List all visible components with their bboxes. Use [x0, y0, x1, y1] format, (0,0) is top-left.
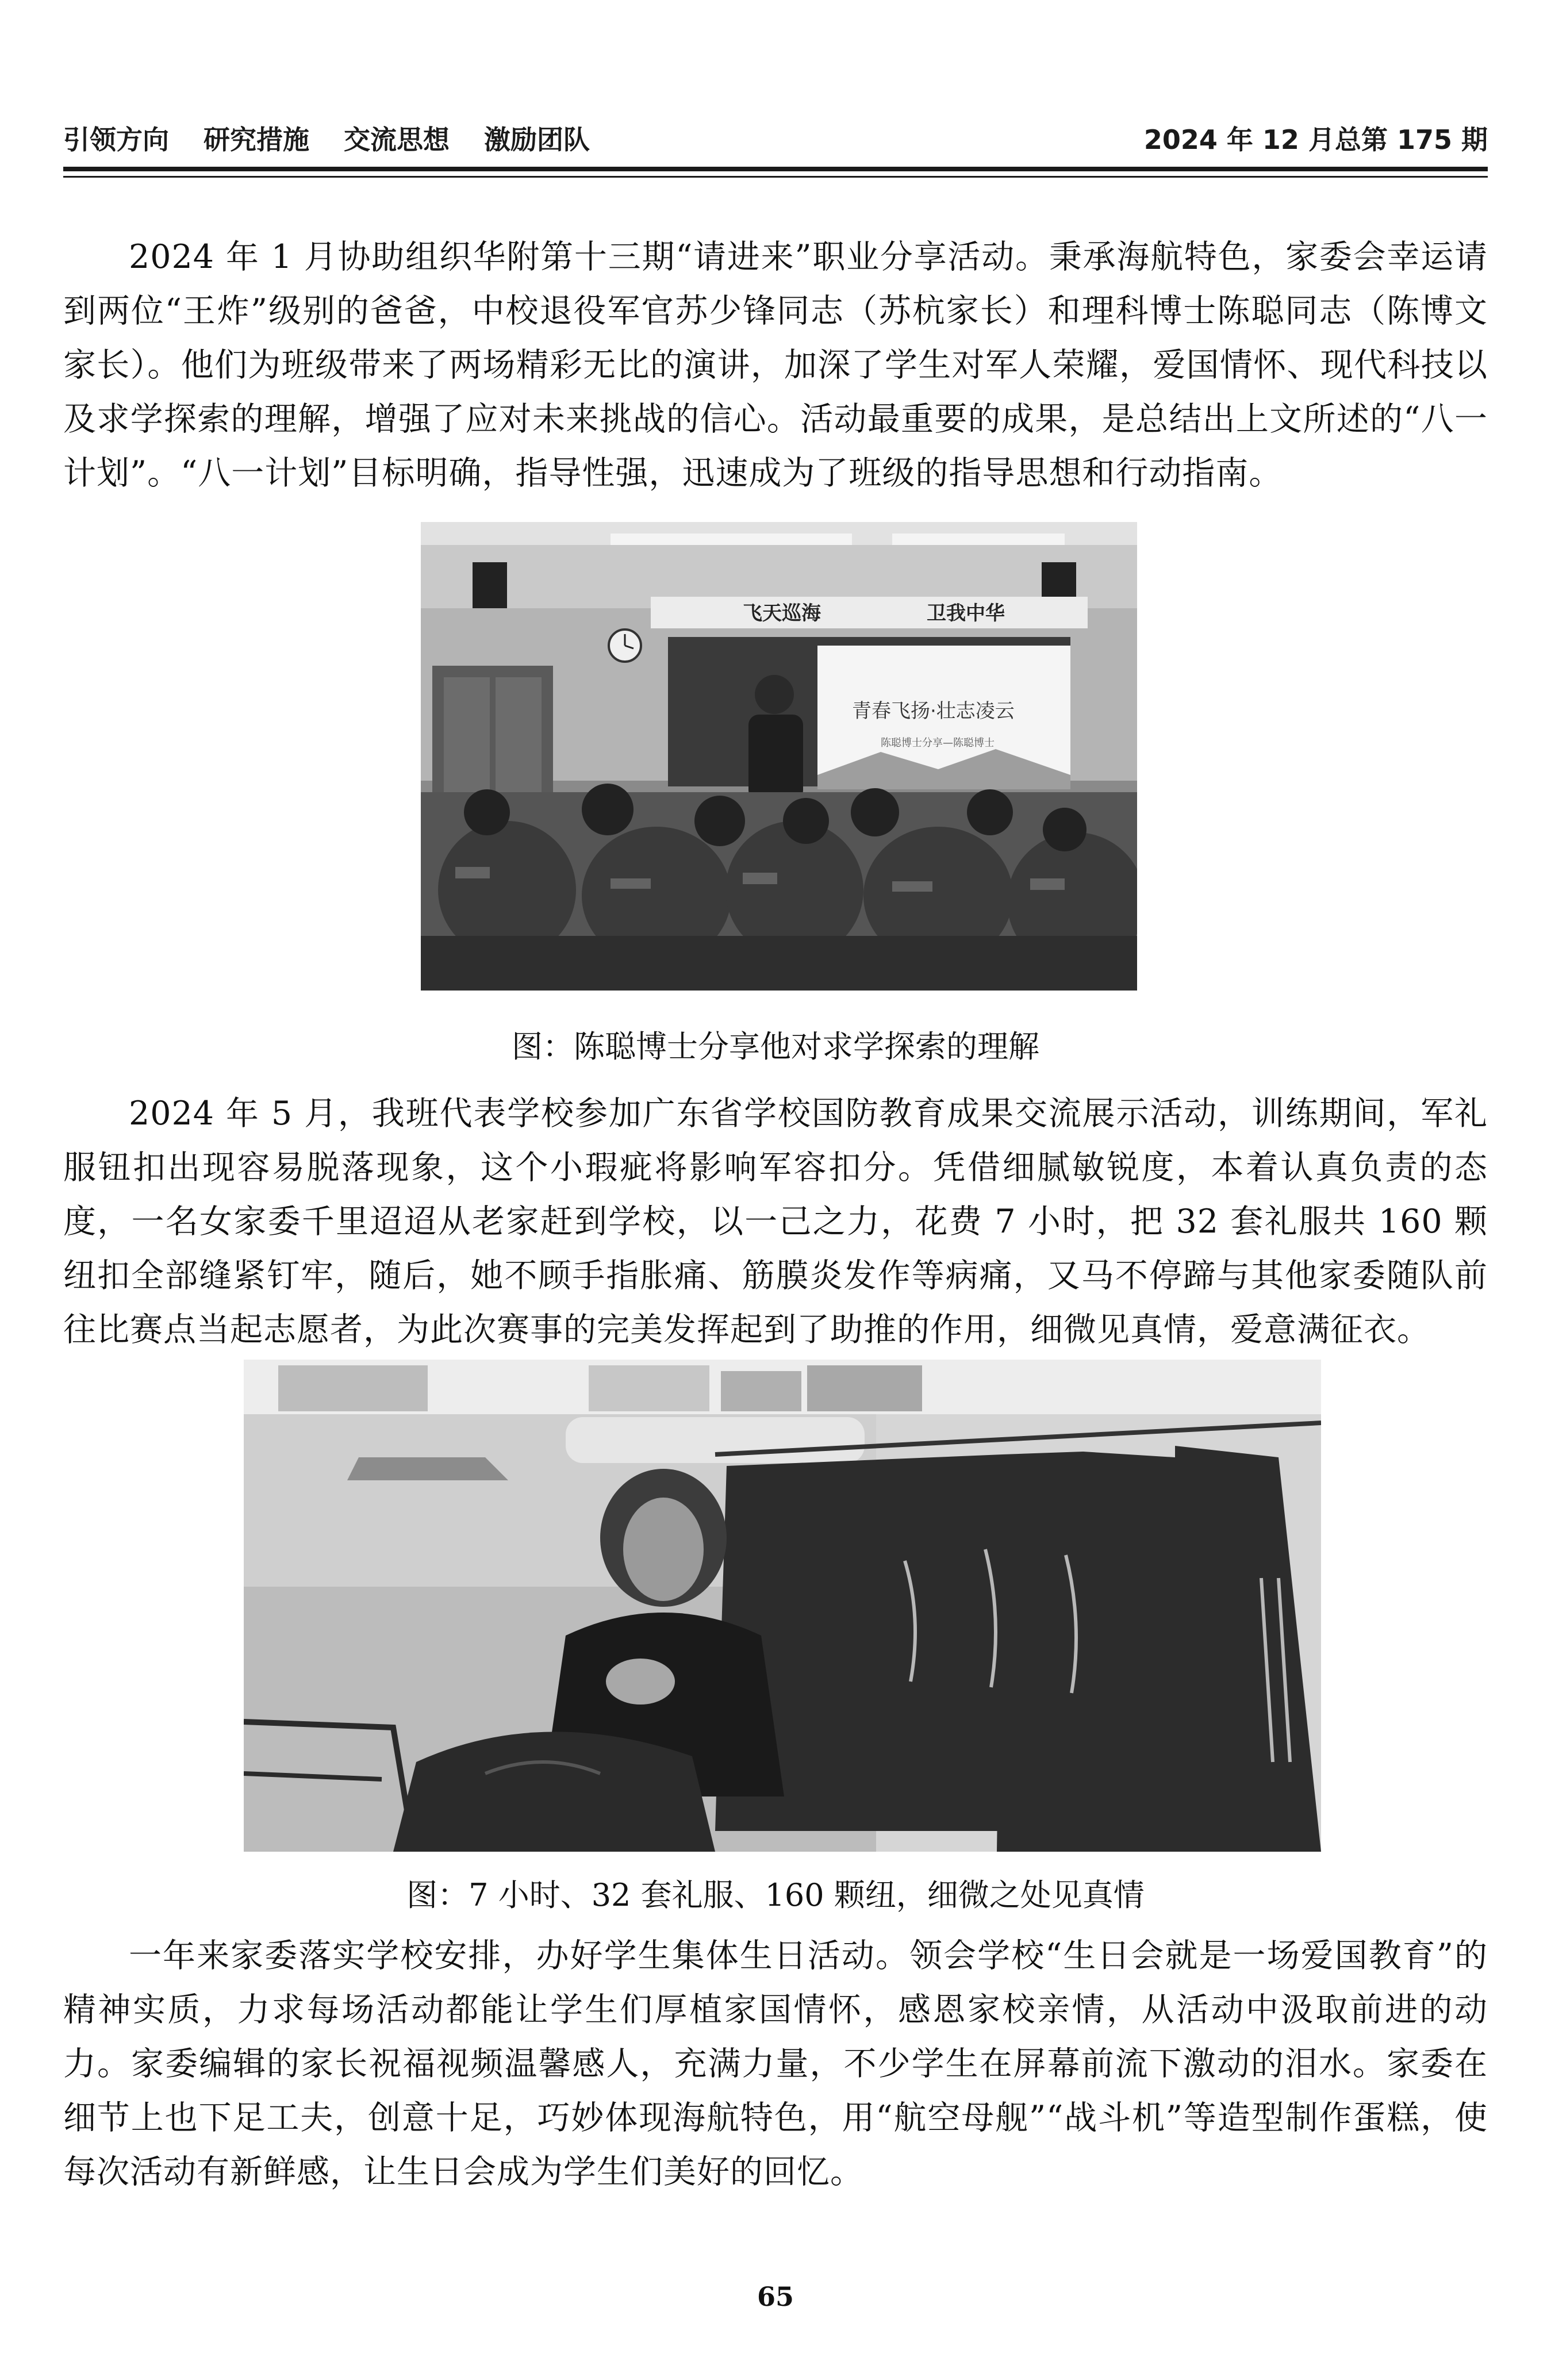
banner-left-text: 飞天巡海 — [743, 602, 821, 625]
paragraph-3: 一年来家委落实学校安排，办好学生集体生日活动。领会学校“生日会就是一场爱国教育”的精神实质，力求每场活动都能让学生们厚植家国情怀，感恩家校亲情，从活动中汲取前进的动力。家委编辑的家长祝福视频温馨感人，充满力量，不少学生在屏幕前流下激动的泪水。家委在细节上也下足工夫，创意十足，巧妙体现海航特色，用“航空母舰”“战斗机”等造型制作蛋糕，使每次活动有新鲜感，让生日会成为学生们美好的回忆。 — [63, 1937, 1488, 2191]
paragraph-2: 2024 年 5 月，我班代表学校参加广东省学校国防教育成果交流展示活动，训练期间，军礼服钮扣出现容易脱落现象，这个小瑕疵将影响军容扣分。凭借细腻敏锐度，本着认真负责的态度，一名女家委千里迢迢从老家赶到学校，以一己之力，花费 7 小时，把 32 套礼服共 160 颗纽扣全部缝紧钉牢，随后，她不顾手指胀痛、筋膜炎发作等病痛，又马不停蹄与其他家委随队前往比赛点当起志愿者，为此次赛事的完美发挥起到了助推的作用，细微见真情，爱意满征衣。 — [63, 1095, 1488, 1349]
screen-title-text: 青春飞扬·壮志凌云 — [852, 700, 1015, 723]
figure-caption-1: 图：陈聪博士分享他对求学探索的理解 — [512, 1028, 1039, 1065]
paragraph-1: 2024 年 1 月协助组织华附第十三期“请进来”职业分享活动。秉承海航特色，家委会幸运请到两位“王炸”级别的爸爸，中校退役军官苏少锋同志（苏杭家长）和理科博士陈聪同志（陈博文家长）。他们为班级带来了两场精彩无比的演讲，加深了学生对军人荣耀，爱国情怀、现代科技以及求学探索的理解，增强了应对未来挑战的信心。活动最重要的成果，是总结出上文所述的“八一计划”。“八一计划”目标明确，指导性强，迅速成为了班级的指导思想和行动指南。 — [63, 238, 1488, 492]
header-rule-thin — [63, 176, 1488, 178]
page-number: 65 — [757, 2281, 794, 2312]
header-issue: 2024 年 12 月总第 175 期 — [1143, 124, 1488, 155]
classroom-photo — [421, 522, 1137, 991]
header-slogans — [63, 119, 615, 157]
header-slogan-1: 引领方向 — [63, 124, 169, 155]
header-slogan-2: 研究措施 — [204, 124, 310, 155]
header-slogan-4: 激励团队 — [484, 124, 590, 155]
sewing-uniforms-photo — [244, 1360, 1321, 1852]
header-slogan-3: 交流思想 — [344, 124, 450, 155]
figure-caption-2: 图：7 小时、32 套礼服、160 颗纽，细微之处见真情 — [406, 1877, 1145, 1913]
screen-subtitle-text: 陈聪博士分享—陈聪博士 — [881, 737, 995, 749]
banner-right-text: 卫我中华 — [927, 602, 1005, 625]
header-rule-thick — [63, 167, 1488, 171]
page-header — [63, 115, 1488, 161]
